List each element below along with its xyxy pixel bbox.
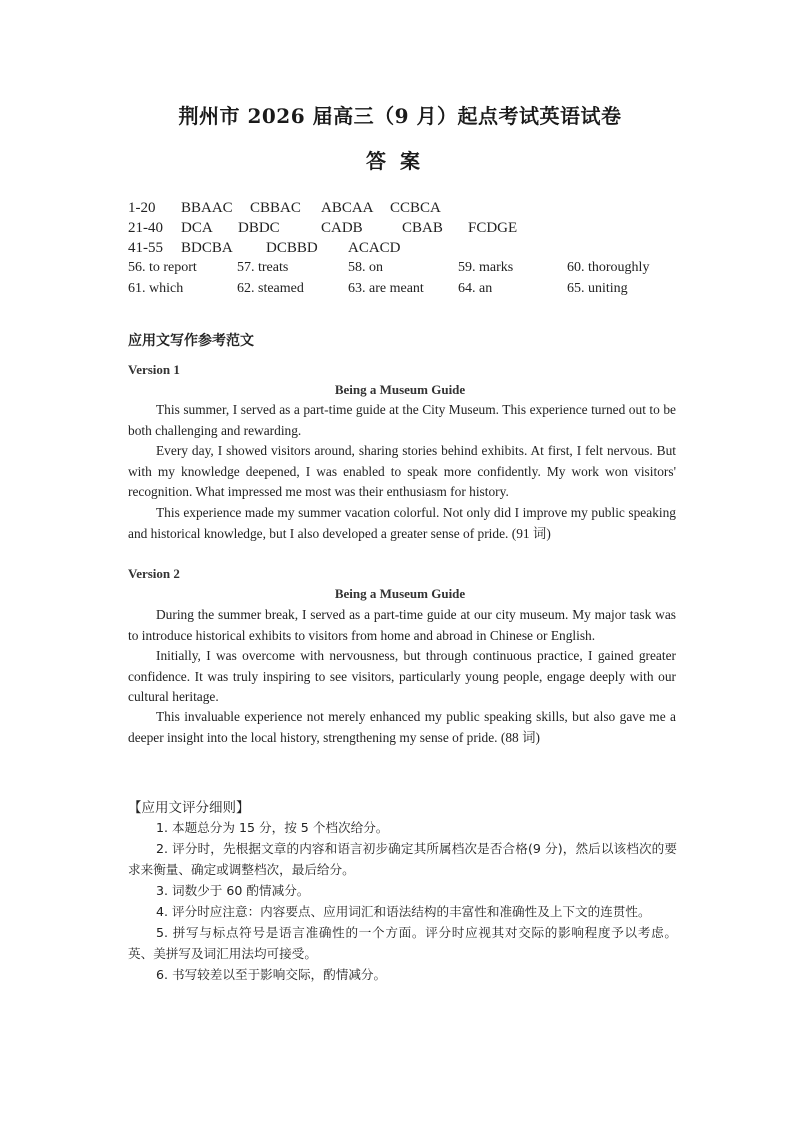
- fill-answer: 57. treats: [237, 260, 289, 275]
- fill-answer: 56. to report: [128, 260, 197, 275]
- fill-answer: 61. which: [128, 281, 184, 296]
- version-label: Version 2: [128, 566, 180, 581]
- essay-paragraph: Initially, I was overcome with nervousness, but through continuous practice, I gained greater confidence. It was truly inspiring to see visitors, particularly young people, engage deeply with our cultural heritage.: [128, 648, 676, 704]
- essay-paragraph: This summer, I served as a part-time guide at the City Museum. This experience turned out to be both challenging and rewarding.: [128, 402, 676, 438]
- version-label: Version 1: [128, 362, 180, 377]
- mc-group: DCBBD: [266, 240, 318, 256]
- mc-range: 41-55: [128, 240, 163, 256]
- fill-answer: 64. an: [458, 281, 493, 296]
- fill-answer: 65. uniting: [567, 281, 628, 296]
- mc-range: 1-20: [128, 200, 156, 216]
- rubric-rule: 4. 评分时应注意：内容要点、应用词汇和语法结构的丰富性和准确性及上下文的连贯性。: [156, 904, 651, 919]
- mc-range: 21-40: [128, 220, 163, 236]
- page-subtitle: 答案: [366, 149, 434, 173]
- fill-answer: 60. thoroughly: [567, 260, 650, 275]
- writing-section-title: 应用文写作参考范文: [128, 333, 254, 349]
- fill-answer: 63. are meant: [348, 281, 424, 296]
- mc-group: DBDC: [238, 220, 280, 236]
- mc-group: DCA: [181, 220, 213, 236]
- rubric-rule: 3. 词数少于 60 酌情减分。: [156, 883, 310, 898]
- fill-answer: 59. marks: [458, 260, 514, 275]
- mc-group: ACACD: [348, 240, 401, 256]
- page-title: 荆州市 2026 届高三（9 月）起点考试英语试卷: [178, 104, 622, 128]
- essay-paragraph: Every day, I showed visitors around, sharing stories behind exhibits. At first, I felt nervous. But with my knowledge deepened, I was enabled to speak more confidently. My work won visitors' recognition. What impressed me most was their enthusiasm for history.: [128, 443, 676, 499]
- mc-group: CBBAC: [250, 200, 301, 216]
- rubric-rule: 1. 本题总分为 15 分，按 5 个档次给分。: [156, 820, 389, 835]
- essay-paragraph: This experience made my summer vacation colorful. Not only did I improve my public speaking and historical knowledge, but I also developed a greater sense of pride. (91 词): [128, 505, 676, 541]
- fill-answer: 58. on: [348, 260, 383, 275]
- fill-answer: 62. steamed: [237, 281, 304, 296]
- mc-group: CCBCA: [390, 200, 441, 216]
- rubric-rule: 6. 书写较差以至于影响交际，酌情减分。: [156, 967, 387, 982]
- mc-group: CADB: [321, 220, 363, 236]
- essay-title: Being a Museum Guide: [334, 586, 466, 601]
- essay-paragraph: During the summer break, I served as a part-time guide at our city museum. My major task was to introduce historical exhibits to visitors from home and abroad in Chinese or English.: [128, 607, 676, 643]
- mc-group: BBAAC: [181, 200, 233, 216]
- essay-title: Being a Museum Guide: [334, 382, 466, 397]
- rubric-title: 【应用文评分细则】: [128, 800, 250, 816]
- rubric-rule: 2. 评分时，先根据文章的内容和语言初步确定其所属档次是否合格(9 分)，然后以该档次的要求来衡量、确定或调整档次，最后给分。: [128, 841, 677, 877]
- mc-group: FCDGE: [468, 220, 518, 236]
- essay-paragraph: This invaluable experience not merely enhanced my public speaking skills, but also gave me a deeper insight into the local history, strengthening my sense of pride. (88 词): [128, 709, 676, 745]
- mc-group: ABCAA: [321, 200, 374, 216]
- mc-group: BDCBA: [181, 240, 233, 256]
- mc-group: CBAB: [402, 220, 443, 236]
- rubric-rule: 5. 拼写与标点符号是语言准确性的一个方面。评分时应视其对交际的影响程度予以考虑。 英、美拼写及词汇用法均可接受。: [128, 925, 677, 961]
